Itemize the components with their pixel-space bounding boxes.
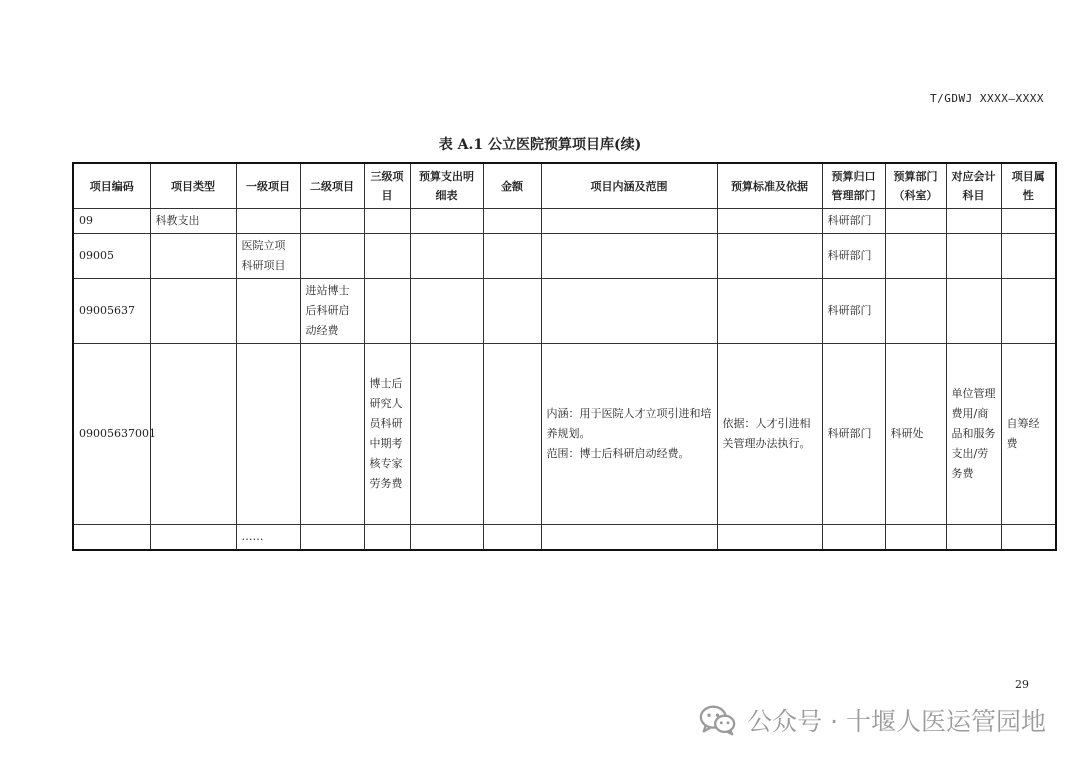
table-cell [946, 279, 1001, 344]
table-cell [1001, 279, 1056, 344]
table-cell [885, 209, 946, 234]
table-cell: 医院立项科研项目 [236, 234, 300, 279]
header-cell: 项目类型 [150, 163, 236, 209]
table-cell [410, 279, 483, 344]
header-cell: 预算部门（科室） [885, 163, 946, 209]
page-number: 29 [1015, 678, 1029, 691]
table-cell [717, 209, 822, 234]
table-cell [946, 209, 1001, 234]
table-cell [364, 279, 410, 344]
header-cell: 项目编码 [73, 163, 150, 209]
table-cell [300, 209, 364, 234]
header-cell: 预算标准及依据 [717, 163, 822, 209]
table-cell: 09005637 [73, 279, 150, 344]
header-cell: 项目属性 [1001, 163, 1056, 209]
header-cell: 对应会计科目 [946, 163, 1001, 209]
table-cell: 09 [73, 209, 150, 234]
table-cell: 科研部门 [822, 344, 885, 525]
table-row [73, 525, 1056, 551]
table-cell [236, 279, 300, 344]
table-cell: 单位管理费用/商品和服务支出/劳务费 [946, 344, 1001, 525]
table-cell [410, 209, 483, 234]
header-cell: 一级项目 [236, 163, 300, 209]
table-cell [483, 344, 541, 525]
table-cell [483, 234, 541, 279]
header-cell: 预算归口管理部门 [822, 163, 885, 209]
table-row [73, 279, 1056, 344]
table-cell [541, 279, 717, 344]
table-cell [150, 279, 236, 344]
table-row [73, 344, 1056, 525]
table-cell [1001, 209, 1056, 234]
table-cell: 科研部门 [822, 279, 885, 344]
table-cell [236, 209, 300, 234]
table-title: 表 A.1 公立医院预算项目库(续) [438, 137, 642, 153]
table-cell [483, 279, 541, 344]
table-cell [236, 344, 300, 525]
table-cell [410, 344, 483, 525]
table-cell [483, 525, 541, 551]
budget-project-table [72, 162, 1057, 551]
table-cell [150, 525, 236, 551]
table-row [73, 234, 1056, 279]
table-cell [410, 234, 483, 279]
table-cell: 博士后研究人员科研中期考核专家劳务费 [364, 344, 410, 525]
table-cell [946, 525, 1001, 551]
table-cell: 科研部门 [822, 209, 885, 234]
table-cell [717, 234, 822, 279]
table-row [73, 209, 1056, 234]
table-cell [885, 234, 946, 279]
table-cell [364, 525, 410, 551]
table-cell [946, 234, 1001, 279]
table-cell [364, 209, 410, 234]
table-cell: …… [236, 525, 300, 551]
table-cell: 进站博士后科研启动经费 [300, 279, 364, 344]
table-cell [300, 234, 364, 279]
table-cell [1001, 525, 1056, 551]
table-cell [1001, 234, 1056, 279]
header-cell: 二级项目 [300, 163, 364, 209]
table-cell [541, 234, 717, 279]
table-cell [150, 344, 236, 525]
header-cell: 项目内涵及范围 [541, 163, 717, 209]
table-cell [541, 209, 717, 234]
header-cell: 金额 [483, 163, 541, 209]
table-cell [717, 525, 822, 551]
table-cell: 科研处 [885, 344, 946, 525]
table-cell [822, 525, 885, 551]
table-cell [483, 209, 541, 234]
table-cell [73, 525, 150, 551]
table-cell [410, 525, 483, 551]
table-cell: 科研部门 [822, 234, 885, 279]
table-cell [150, 234, 236, 279]
table-cell: 内涵：用于医院人才立项引进和培养规划。 范围：博士后科研启动经费。 [541, 344, 717, 525]
table-cell [885, 279, 946, 344]
table-cell [364, 234, 410, 279]
watermark-text: 公众号 · 十堰人医运管园地 [747, 707, 1046, 736]
table-cell: 09005637001 [73, 344, 150, 525]
table-cell [300, 525, 364, 551]
table-cell: 依据：人才引进相关管理办法执行。 [717, 344, 822, 525]
document-code: T/GDWJ XXXX—XXXX [930, 92, 1044, 105]
header-cell: 预算支出明细表 [410, 163, 483, 209]
table-cell: 09005 [73, 234, 150, 279]
table-cell [541, 525, 717, 551]
watermark [699, 702, 1046, 738]
table-cell: 科教支出 [150, 209, 236, 234]
table-cell [885, 525, 946, 551]
table-cell [300, 344, 364, 525]
header-cell: 三级项目 [364, 163, 410, 209]
table-cell: 自筹经费 [1001, 344, 1056, 525]
table-header-row [73, 163, 1056, 209]
table-cell [717, 279, 822, 344]
wechat-icon [699, 703, 737, 737]
